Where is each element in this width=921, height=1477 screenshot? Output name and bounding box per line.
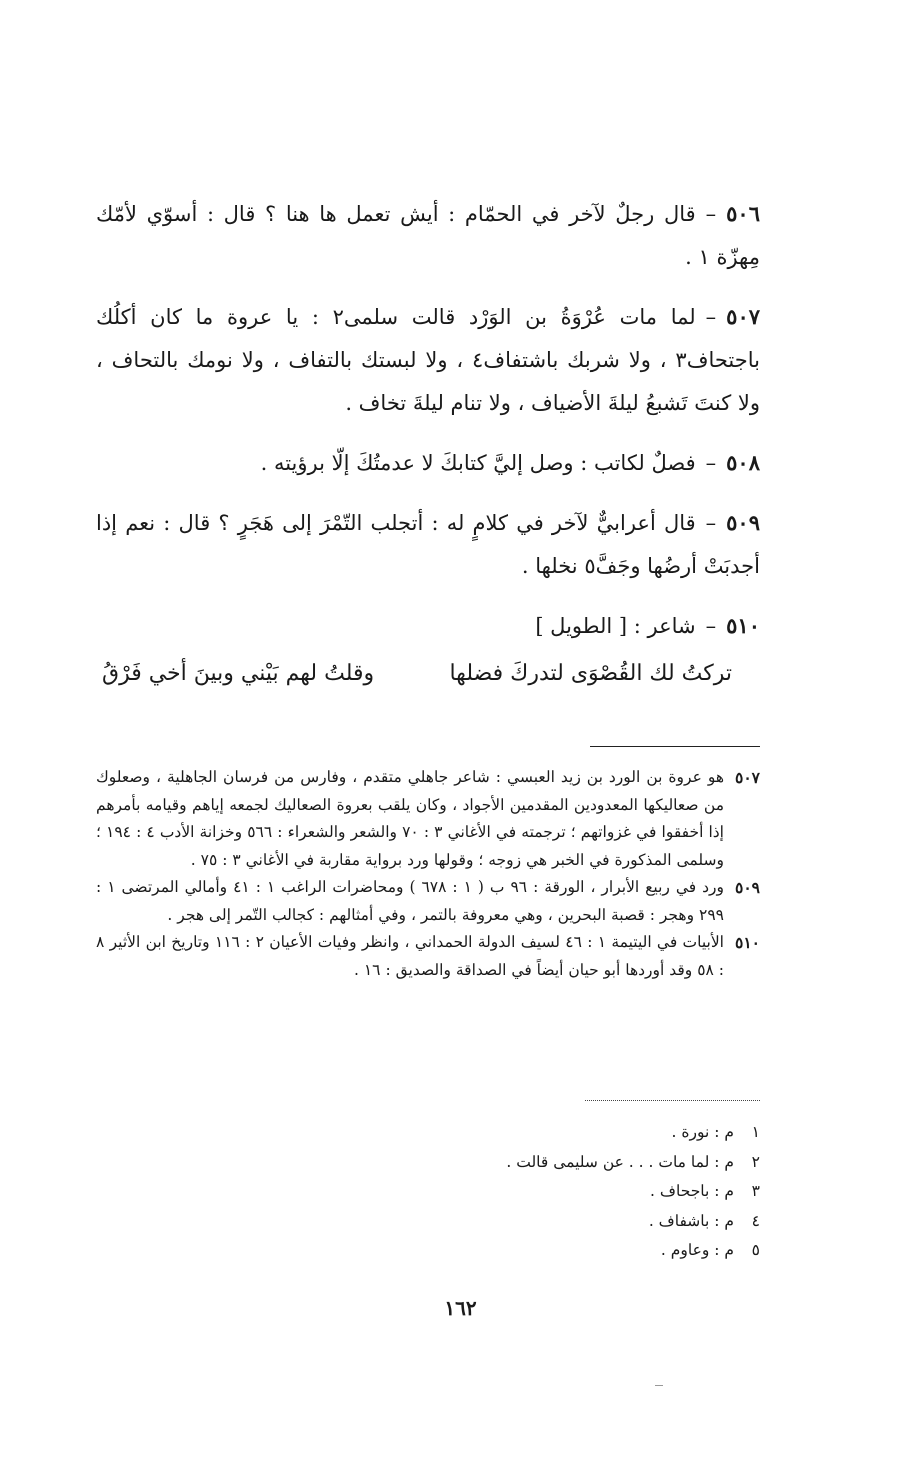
entry-text: شاعر : [ الطويل ]: [535, 614, 696, 638]
entry-number: ٥٠٩: [726, 510, 760, 535]
footnote-number: ٥١٠: [735, 933, 760, 952]
footnote-number: ٥٠٩: [735, 878, 760, 897]
footnote: [96, 929, 760, 984]
entry-dash: –: [705, 451, 717, 475]
verse-first-hemistich: تركتُ لك القُصْوَى لتدركَ فضلها: [449, 661, 732, 686]
variant-number: ٥: [751, 1241, 760, 1259]
page-number: ١٦٢: [444, 1296, 477, 1320]
entry-text: قال أعرابيٌّ لآخر في كلامٍ له : أتجلب التّمْرَ إلى هَجَرٍ ؟ قال : نعم إذا أجدبَتْ أرضُها وجَفَّ٥ نخلها .: [96, 511, 760, 578]
entry-506: [96, 192, 760, 279]
entry-text: لما مات عُرْوَةُ بن الوَرْد قالت سلمى٢ : يا عروة ما كان أكلُك باجتحاف٣ ، ولا شربك باشتفاف٤ ، ولا لبستك بالتفاف ، ولا نومك بالتحاف ، ولا كنتَ تَشبعُ ليلةَ الأضياف ، ولا تنام ليلةَ تخاف .: [96, 305, 760, 415]
entry-507: [96, 295, 760, 425]
variant-item: [300, 1236, 760, 1266]
verse-second-hemistich: وقلتُ لهم بَيْني وبينَ أخي فَرْقُ: [102, 661, 375, 686]
manuscript-variants: [300, 1118, 760, 1266]
footnote-number: ٥٠٧: [735, 768, 760, 787]
variant-text: م : باجحاف .: [650, 1182, 734, 1200]
entry-number: ٥٠٦: [726, 201, 760, 226]
footnote-text: هو عروة بن الورد بن زيد العبسي : شاعر جاهلي متقدم ، وفارس من فرسان الجاهلية ، وصعلوك من صعاليكها المعدودين المقدمين الأجواد ، وكان يلقب بعروة الصعاليك لجمعه إياهم وقيامه بأمرهم إذا أخفقوا في غزواتهم ؛ ترجمته في الأغاني ٣ : ٧٠ والشعر والشعراء : ٥٦٦ وخزانة الأدب ٤ : ١٩٤ ؛ وسلمى المذكورة في الخبر هي زوجه ؛ وقولها ورد برواية مقاربة في الأغاني ٣ : ٧٥ .: [96, 768, 724, 869]
footnote-divider: [590, 746, 760, 747]
poem-verse: [96, 652, 760, 695]
entry-dash: –: [705, 511, 717, 535]
footnote: [96, 874, 760, 929]
variant-item: [300, 1207, 760, 1237]
entry-number: ٥١٠: [726, 613, 760, 638]
variant-number: ٤: [751, 1211, 760, 1230]
entry-text: فصلٌ لكاتب : وصل إليَّ كتابكَ لا عدمتُكَ إلّا برؤيته .: [260, 451, 696, 475]
main-text: [96, 192, 760, 695]
variant-text: م : نورة .: [671, 1123, 734, 1141]
entry-dash: –: [705, 202, 717, 226]
footnotes: [96, 764, 760, 984]
footnote-text: ورد في ربيع الأبرار ، الورقة : ٩٦ ب ( ١ : ٦٧٨ ) ومحاضرات الراغب ١ : ٤١ وأمالي المرتضى ١ : ٢٩٩ وهجر : قصبة البحرين ، وهي معروفة بالتمر ، وفي أمثالهم : كجالب التّمر إلى هجر .: [96, 878, 725, 924]
entry-509: [96, 501, 760, 588]
entry-number: ٥٠٧: [726, 304, 761, 329]
variant-number: ١: [751, 1123, 760, 1141]
entry-text: قال رجلٌ لآخر في الحمّام : أيش تعمل ها هنا ؟ قال : أسوّي لأمّك مِهزّة ١ .: [96, 202, 760, 269]
variants-divider: [585, 1100, 760, 1101]
footnote: [96, 764, 760, 874]
variant-number: ٢: [751, 1152, 760, 1171]
variant-number: ٣: [751, 1182, 760, 1200]
footnote-text: الأبيات في اليتيمة ١ : ٤٦ لسيف الدولة الحمداني ، وانظر وفيات الأعيان ٢ : ١١٦ وتاريخ ابن الأثير ٨ : ٥٨ وقد أوردها أبو حيان أيضاً في الصداقة والصديق : ١٦ .: [96, 933, 724, 979]
entry-dash: –: [705, 305, 717, 329]
entry-510: [96, 604, 760, 648]
variant-text: م : لما مات . . . عن سليمى قالت .: [506, 1152, 734, 1171]
entry-dash: –: [705, 614, 717, 638]
variant-item: [300, 1148, 760, 1178]
variant-text: م : باشفاف .: [648, 1211, 734, 1230]
variant-item: [300, 1118, 760, 1148]
scan-mark: [655, 1385, 663, 1386]
variant-text: م : وعاوم .: [660, 1241, 734, 1259]
entry-number: ٥٠٨: [726, 450, 760, 475]
variant-item: [300, 1177, 760, 1207]
entry-508: [96, 441, 760, 485]
